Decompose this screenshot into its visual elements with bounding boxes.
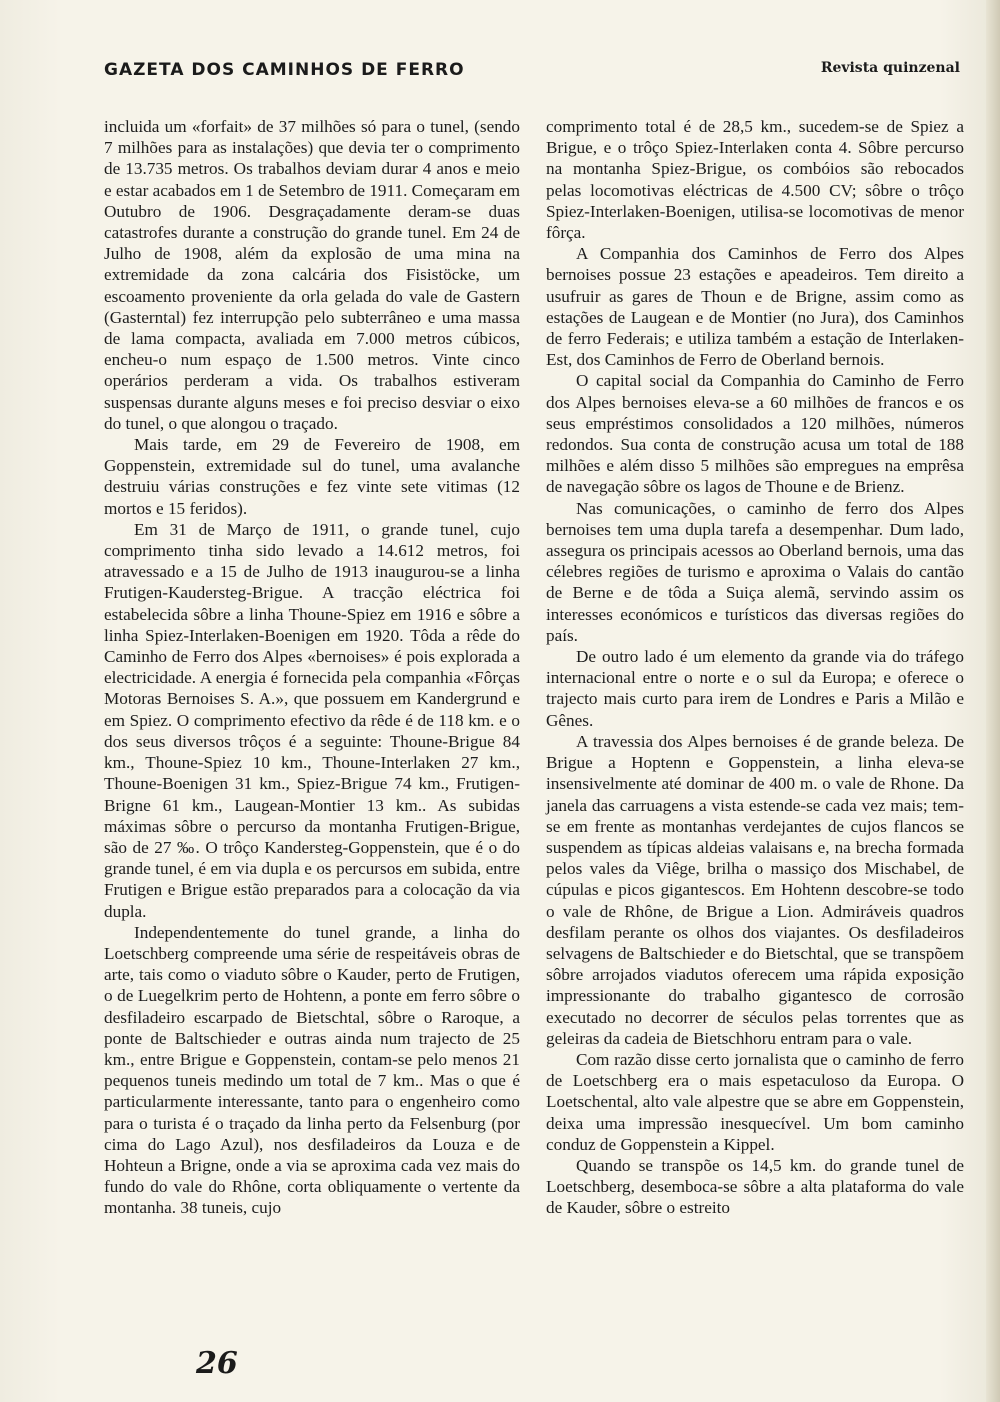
paragraph: Com razão disse certo jornalista que o caminho de ferro de Loetschberg era o mais espetaculoso da Europa. O Loetschental, alto vale alpestre que se abre em Goppenstein, deixa uma impressão inesquecível. Um bom caminho conduz de Goppenstein a Kippel. [546, 1049, 964, 1154]
page-number: 26 [196, 1346, 238, 1381]
paragraph: O capital social da Companhia do Caminho de Ferro dos Alpes bernoises eleva-se a 60 milhões de francos e os seus empréstimos consolidados a 120 milhões, números redondos. Sua conta de construção acusa um total de 188 milhões e além disso 5 milhões são empregues na emprêsa de navegação sôbre os lagos de Thoune e de Brienz. [546, 371, 964, 497]
paragraph: A Companhia dos Caminhos de Ferro dos Alpes bernoises possue 23 estações e apeadeiros. Tem direito a usufruir as gares de Thoun e de Brigne, assim como as estações de Laugean e de Montier (no Jura), dos Caminhos de ferro Federais; e utiliza também a estação de Interlaken-Est, dos Caminhos de Ferro de Oberland bernois. [546, 244, 964, 370]
journal-title: GAZETA DOS CAMINHOS DE FERRO [104, 60, 465, 80]
left-column [104, 116, 520, 1219]
paragraph: Quando se transpõe os 14,5 km. do grande tunel de Loetschberg, desemboca-se sôbre a alta plataforma do vale de Kauder, sôbre o estreito [546, 1155, 964, 1218]
paragraph: Independentemente do tunel grande, a linha do Loetschberg compreende uma série de respeitáveis obras de arte, tais como o viaduto sôbre o Kauder, perto de Frutigen, o de Luegelkrim perto de Hohtenn, a ponte em ferro sôbre o desfiladeiro escarpado de Bietschtal, sôbre o Raroque, a ponte de Baltschieder e outras ainda num trajecto de 25 km., entre Brigue e Goppenstein, contam-se pelo menos 21 pequenos tuneis medindo um total de 7 km.. Mas o que é particularmente interessante, tanto para o engenheiro como para o turista é o traçado da linha perto da Felsenburg (por cima do Lago Azul), nos desfiladeiros da Louza e de Hohteun a Brignе, onde a via se aproxima cada vez mais do fundo do vale do Rhône, corta obliquamente o vertente da montanha. 38 tuneis, cujo [104, 922, 520, 1218]
paragraph: incluida um «forfait» de 37 milhões só para o tunel, (sendo 7 milhões para as instalações) que devia ter o comprimento de 13.735 metros. Os trabalhos deviam durar 4 anos e meio e estar acabados em 1 de Setembro de 1911. Começaram em Outubro de 1906. Desgraçadamente deram-se duas catastrofes durante a construção do grande tunel. Em 24 de Julho de 1908, além da explosão de uma mina na extremidade da zona calcária dos Fisistöcke, um escoamento proveniente da orla gelada do vale de Gastern (Gasterntal) fez interrupção pelo subterrâneo e uma massa de lama compacta, avaliada em 7.000 metros cúbicos, encheu-o num espaço de 1.500 metros. Vinte cinco operários perderam a vida. Os trabalhos estiveram suspensas durante alguns meses e foi preciso desviar o eixo do tunel, o que alongou o traçado. [104, 117, 520, 433]
paragraph: Mais tarde, em 29 de Fevereiro de 1908, em Goppenstein, extremidade sul do tunel, uma avalanche destruiu várias construções e fez vinte sete vitimas (12 mortos e 15 feridos). [104, 435, 520, 518]
paragraph: De outro lado é um elemento da grande via do tráfego internacional entre o norte e o sul da Europa; e oferece o trajecto mais curto para irem de Londres e Paris a Milão e Gênes. [546, 647, 964, 730]
right-column [546, 116, 964, 1219]
journal-subtitle: Revista quinzenal [820, 60, 960, 76]
page-edge [986, 0, 1000, 1402]
paragraph: A travessia dos Alpes bernoises é de grande beleza. De Brigue a Hoptenn e Goppenstein, a linha eleva-se insensivelmente até dominar de 400 m. o vale de Rhone. Da janela das carruagens a vista estende-se cada vez mais; tem-se em frente as montanhas verdejantes de cujos flancos se suspendem as típicas aldeias valaisans e, na brecha formada pelos vales da Viêge, brilha o massiço dos Mischabel, de cúpulas e picos gigantescos. Em Hohtenn descobre-se todo o vale de Rhône, de Brigue a Lion. Admiráveis quadros desfilam perante os olhos dos viajantes. Os desfiladeiros selvagens de Baltschieder e do Bietschtal, que se transpõem sôbre arrojados viadutos oferecem uma rápida exposição impressionante do trabalho gigantesco de corrosão executado no decorrer de séculos pelas torrentes que as geleiras da cadeia de Bietschhoru entram para o vale. [546, 731, 964, 1048]
paragraph: comprimento total é de 28,5 km., sucedem-se de Spiez a Brigue, e o trôço Spiez-Interlaken conta 4. Sôbre percurso na montanha Spiez-Brigue, os combóios são rebocados pelas locomotivas eléctricas de 4.500 CV; sôbre o trôço Spiez-Interlaken-Boenigen, utilisa-se locomotivas de menor fôrça. [546, 117, 964, 243]
paragraph: Em 31 de Março de 1911, o grande tunel, cujo comprimento tinha sido levado a 14.612 metros, foi atravessado e a 15 de Julho de 1913 inaugurou-se a linha Frutigen-Kaudersteg-Brigue. A tracção eléctrica foi estabelecida sôbre a linha Thoune-Spiez em 1916 e sôbre a linha Spiez-Interlaken-Boenigen em 1920. Tôda a rêde do Caminho de Ferro dos Alpes «bernoises» é pois explorada a electricidade. A energia é fornecida pela companhia «Fôrças Motoras Bernoises S. A.», que possuem em Kandergrund e em Spiez. O comprimento efectivo da rêde é de 118 km. e o dos seus diversos trôços é a seguinte: Thoune-Brigue 84 km., Thoune-Spiez 10 km., Thoune-Interlaken 27 km., Thoune-Boenigen 31 km., Spiez-Brigue 74 km., Frutigen-Brigne 61 km., Laugean-Montier 13 km.. As subidas máximas sôbre o percurso da montanha Frutigen-Brigue, são de 27 ‰. O trôço Kandersteg-Goppenstein, que é o do grande tunel, é em via dupla e os percursos em subida, entre Frutigen e Brigue estão preparados para a colocação da via dupla. [104, 519, 520, 921]
paragraph: Nas comunicações, o caminho de ferro dos Alpes bernoises tem uma dupla tarefa a desempenhar. Dum lado, assegura os principais acessos ao Oberland bernois, uma das célebres regiões de turismo e aproxima o Valais do cantão de Berne e de tôda a Suiça alemã, servindo assim os interesses económicos e turísticos das diversas regiões do país. [546, 498, 964, 645]
